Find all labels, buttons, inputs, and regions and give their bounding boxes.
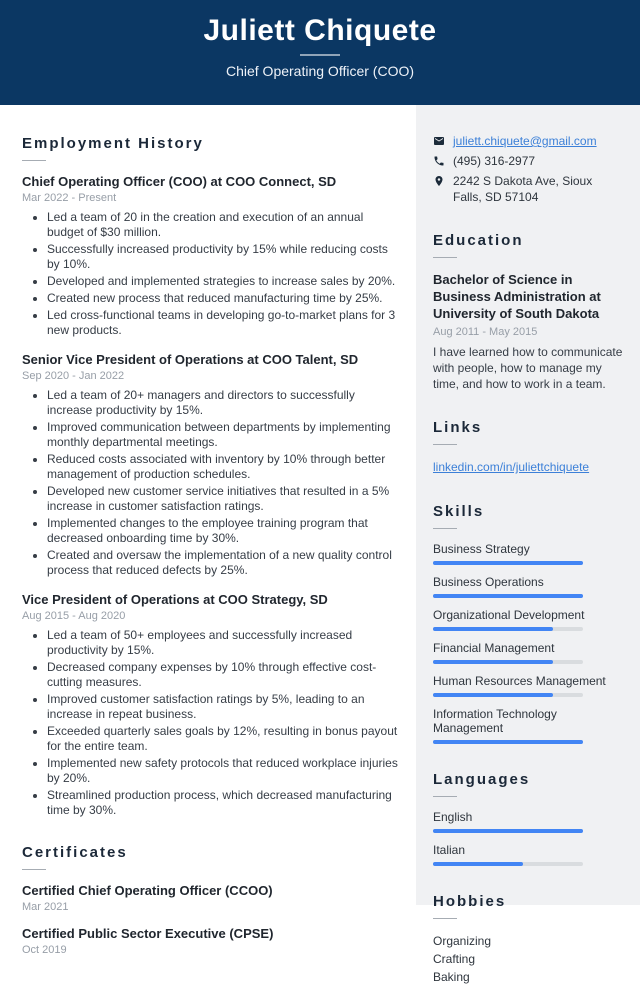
candidate-job-title: Chief Operating Officer (COO)	[225, 63, 415, 79]
job-bullet: • Created and oversaw the implementation of a new quality control process that reduced defects by 25%.	[47, 548, 400, 578]
job-bullet: • Developed and implemented strategies to increase sales by 20%.	[47, 274, 400, 289]
hobby-item: Crafting	[433, 952, 476, 966]
heading-underline	[433, 444, 457, 445]
hobby-item: Baking	[433, 970, 470, 984]
employment-history-heading: Employment History	[22, 135, 204, 152]
contact-email-row	[433, 133, 624, 149]
certificates-section	[22, 844, 400, 956]
skill-label: Information Technology Management	[433, 707, 557, 735]
certificate-date: Mar 2021	[22, 901, 69, 913]
skill-bar	[433, 740, 583, 744]
job-bullet: • Implemented new safety protocols that reduced workplace injuries by 20%.	[47, 756, 400, 786]
heading-underline	[433, 528, 457, 529]
skill-label: Business Strategy	[433, 542, 530, 556]
job-bullet: • Led a team of 20 in the creation and execution of an annual budget of $30 million.	[47, 210, 400, 240]
header-divider	[300, 54, 340, 56]
job-bullet: • Led a team of 50+ employees and successfully increased productivity by 15%.	[47, 628, 400, 658]
skill-label: Financial Management	[433, 641, 555, 655]
certificate-date: Oct 2019	[22, 944, 67, 956]
skill-item	[433, 641, 624, 664]
hobby-item: Organizing	[433, 934, 492, 948]
skill-label: Human Resources Management	[433, 674, 606, 688]
phone-number: (495) 316-2977	[453, 154, 536, 168]
education-description: I have learned how to communicate with people, how to manage my time, and how to work in a team.	[433, 345, 623, 391]
contact-phone-row	[433, 153, 624, 169]
languages-section	[433, 771, 624, 866]
job-bullet: • Decreased company expenses by 10% through effective cost-cutting measures.	[47, 660, 400, 690]
links-heading: Links	[433, 419, 483, 436]
job-title: Senior Vice President of Operations at COO Talent, SD	[22, 352, 359, 367]
location-pin-icon	[433, 175, 445, 187]
languages-heading: Languages	[433, 771, 531, 788]
skill-bar	[433, 594, 583, 598]
contact-section	[433, 133, 624, 205]
skill-bar	[433, 627, 583, 631]
skill-item	[433, 674, 624, 697]
job-bullet: • Exceeded quarterly sales goals by 12%, resulting in bonus payout for the entire team.	[47, 724, 400, 754]
education-dates: Aug 2011 - May 2015	[433, 326, 538, 338]
language-item	[433, 810, 624, 833]
linkedin-link[interactable]: linkedin.com/in/juliettchiquete	[433, 460, 590, 474]
main-column	[0, 105, 416, 956]
phone-icon	[433, 155, 445, 167]
address-text: 2242 S Dakota Ave, Sioux Falls, SD 57104	[453, 174, 593, 204]
job-bullet: • Improved customer satisfaction ratings by 5%, leading to an increase in repeat business.	[47, 692, 400, 722]
education-heading: Education	[433, 232, 524, 249]
job-dates: Aug 2015 - Aug 2020	[22, 610, 126, 622]
certificates-heading: Certificates	[22, 844, 128, 861]
links-section	[433, 419, 624, 476]
skill-label: Organizational Development	[433, 608, 585, 622]
hobbies-heading: Hobbies	[433, 893, 507, 910]
skill-item	[433, 542, 624, 565]
skill-label: Business Operations	[433, 575, 544, 589]
language-bar	[433, 829, 583, 833]
job-dates: Mar 2022 - Present	[22, 192, 117, 204]
skill-item	[433, 707, 624, 744]
job-bullet-list	[22, 628, 400, 818]
job-title: Vice President of Operations at COO Strategy, SD	[22, 592, 328, 607]
heading-underline	[433, 918, 457, 919]
certificate-title: Certified Chief Operating Officer (CCOO)	[22, 883, 273, 898]
education-section	[433, 232, 624, 392]
job-dates: Sep 2020 - Jan 2022	[22, 370, 125, 382]
job-entry	[22, 174, 400, 338]
job-bullet: • Improved communication between departments by implementing monthly departmental meetings.	[47, 420, 400, 450]
job-bullet: • Successfully increased productivity by 15% while reducing costs by 10%.	[47, 242, 400, 272]
certificate-entry	[22, 926, 400, 956]
language-bar	[433, 862, 583, 866]
heading-underline	[433, 796, 457, 797]
heading-underline	[22, 160, 46, 161]
skill-bar	[433, 561, 583, 565]
candidate-name: Juliett Chiquete	[203, 14, 437, 47]
job-entry	[22, 592, 400, 818]
job-bullet: • Developed new customer service initiatives that resulted in a 5% increase in customer satisfaction ratings.	[47, 484, 400, 514]
job-bullet-list	[22, 210, 400, 338]
skills-section	[433, 503, 624, 744]
job-bullet: • Reduced costs associated with inventory by 10% through better management of production schedules.	[47, 452, 400, 482]
job-title: Chief Operating Officer (COO) at COO Connect, SD	[22, 174, 337, 189]
language-label: Italian	[433, 843, 466, 857]
envelope-icon	[433, 135, 445, 147]
skill-item	[433, 608, 624, 631]
sidebar	[416, 105, 640, 984]
job-bullet: • Led a team of 20+ managers and directors to successfully increase productivity by 15%.	[47, 388, 400, 418]
job-bullet: • Streamlined production process, which decreased manufacturing time by 30%.	[47, 788, 400, 818]
heading-underline	[22, 869, 46, 870]
job-bullet: • Created new process that reduced manufacturing time by 25%.	[47, 291, 400, 306]
job-bullet-list	[22, 388, 400, 578]
certificate-entry	[22, 883, 400, 913]
language-label: English	[433, 810, 473, 824]
degree-title: Bachelor of Science in Business Administration at University of South Dakota	[433, 272, 601, 321]
job-bullet: • Implemented changes to the employee training program that decreased onboarding time by 30%.	[47, 516, 400, 546]
language-item	[433, 843, 624, 866]
body-columns	[0, 105, 640, 984]
skill-item	[433, 575, 624, 598]
skill-bar	[433, 660, 583, 664]
resume-header	[0, 0, 640, 105]
hobbies-section	[433, 893, 624, 986]
email-link[interactable]: juliett.chiquete@gmail.com	[453, 134, 597, 148]
job-entry	[22, 352, 400, 578]
certificate-title: Certified Public Sector Executive (CPSE)	[22, 926, 274, 941]
contact-address-row	[433, 173, 624, 205]
heading-underline	[433, 257, 457, 258]
employment-history-section	[22, 135, 400, 818]
job-bullet: • Led cross-functional teams in developing go-to-market plans for 3 new products.	[47, 308, 400, 338]
skills-heading: Skills	[433, 503, 485, 520]
skill-bar	[433, 693, 583, 697]
